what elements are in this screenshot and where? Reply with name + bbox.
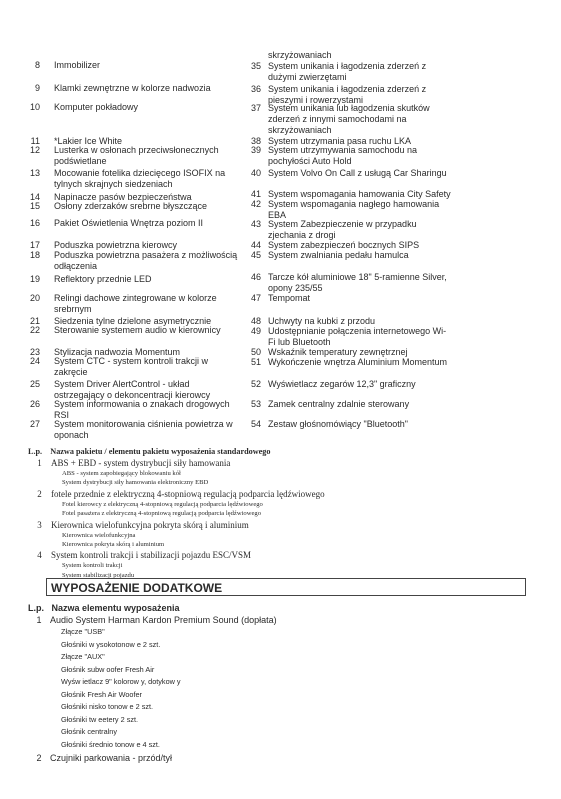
item-number: 37 xyxy=(250,103,261,113)
item-text-line: System zwalniania pedału hamulca xyxy=(268,250,409,260)
item-text-line: EBA xyxy=(268,210,287,220)
package-item-1 xyxy=(28,458,325,488)
item-text-line: zderzeń z innymi samochodami na xyxy=(268,114,407,124)
extra-equipment-list xyxy=(28,615,528,764)
item-text-line: podświetlane xyxy=(54,156,107,166)
package-subitem: Fotel kierowcy z elektryczną 4-stopniową regulacją podparcia lędźwiowego xyxy=(62,500,263,508)
package-subitem: System kontroli trakcji xyxy=(62,562,123,570)
item-number: 50 xyxy=(250,347,261,357)
item-text-line: System zabezpieczeń bocznych SIPS xyxy=(268,240,420,250)
package-subitem: Kierownica pokryta skórą i aluminium xyxy=(62,541,165,549)
item-text-line: Zamek centralny zdalnie sterowany xyxy=(268,399,410,409)
item-text-line: Sterowanie systemem audio w kierownicy xyxy=(54,325,221,335)
package-item-3 xyxy=(28,520,325,550)
item-number: 51 xyxy=(250,357,261,367)
item-text-line: Napinacze pasów bezpieczeństwa xyxy=(54,192,192,202)
extra-table-header xyxy=(28,603,180,613)
item-number: 45 xyxy=(250,250,261,260)
package-number: 3 xyxy=(37,519,42,530)
item-text-line: System wspomagania hamowania City Safety xyxy=(268,189,451,199)
item-text-line: pieszymi i rowerzystami xyxy=(268,95,364,105)
item-number: 13 xyxy=(29,168,40,178)
item-number: 49 xyxy=(250,326,261,336)
packages-list xyxy=(28,458,325,580)
item-text-line: Pakiet Oświetlenia Wnętrza poziom II xyxy=(54,218,204,228)
item-number: 35 xyxy=(250,61,261,71)
item-text-line: Tarcze kół aluminiowe 18" 5-ramienne Silver, xyxy=(268,272,447,282)
extra-subitem: Głośnik centralny xyxy=(61,727,117,736)
package-subitem: Fotel pasażera z elektryczną 4-stopniową regulacją podparcia lędźwiowego xyxy=(62,510,262,518)
item-text-line: Fi lub Bluetooth xyxy=(268,337,331,347)
package-item-4 xyxy=(28,550,325,580)
item-number: 12 xyxy=(29,145,40,155)
extra-subitem: Głośnik Fresh Air Woofer xyxy=(61,689,142,699)
item-text-line: Wyświetlacz zegarów 12,3" graficzny xyxy=(268,379,416,389)
package-subitem: Kierownica wielofunkcyjna xyxy=(62,531,136,539)
item-number: 8 xyxy=(34,60,40,70)
item-text-line: System Driver AlertControl - układ xyxy=(54,379,190,389)
item-text-line: skrzyżowaniach xyxy=(268,125,332,135)
extra-title-header: Nazwa elementu wyposażenia xyxy=(51,603,180,613)
extra-subitem: Głośnik subw oofer Fresh Air xyxy=(61,664,155,674)
extra-subitem: Głośniki średnio tonow e 4 szt. xyxy=(61,739,160,749)
item-text-line: System unikania i łagodzenia zderzeń z xyxy=(268,84,427,94)
extra-subitem: Wyśw ietlacz 9" kolorow y, dotykow y xyxy=(61,677,181,686)
item-number: 20 xyxy=(29,293,40,303)
item-number: 36 xyxy=(250,84,261,94)
item-number: 18 xyxy=(29,250,40,260)
item-text-line: Wskaźnik temperatury zewnętrznej xyxy=(268,347,408,357)
item-number: 41 xyxy=(250,189,261,199)
item-number: 53 xyxy=(250,399,261,409)
item-text-line: System utrzymywania samochodu na xyxy=(268,145,418,155)
packages-lp-header: L.p. xyxy=(28,447,43,456)
item-text-line: Immobilizer xyxy=(54,60,101,70)
item-number: 47 xyxy=(250,293,261,303)
extra-title: Audio System Harman Kardon Premium Sound (dopłata) xyxy=(50,615,277,625)
item-number: 21 xyxy=(29,316,40,326)
item-number: 38 xyxy=(250,136,261,146)
item-text-line: Siedzenia tylne dzielone asymetrycznie xyxy=(54,316,212,326)
item-text-line: System unikania lub łagodzenia skutków xyxy=(268,103,430,113)
item-text-line: Komputer pokładowy xyxy=(54,102,139,112)
item-number: 25 xyxy=(29,379,40,389)
item-text-line: Poduszka powietrzna kierowcy xyxy=(54,240,178,250)
extra-subitem: Złącze "USB" xyxy=(61,627,105,636)
package-subitem: System stabilizacji pojazdu xyxy=(62,571,135,579)
item-text-line: Relingi dachowe zintegrowane w kolorze xyxy=(54,293,217,303)
item-number: 10 xyxy=(29,102,40,112)
item-number: 42 xyxy=(250,199,261,209)
extra-lp-header: L.p. xyxy=(28,603,44,613)
item-number: 26 xyxy=(29,399,40,409)
item-text-line: System unikania i łagodzenia zderzeń z xyxy=(268,61,427,71)
item-text-line: Poduszka powietrzna pasażera z możliwością xyxy=(54,250,238,260)
package-title: ABS + EBD - system dystrybucji siły hamowania xyxy=(51,458,231,468)
item-text-line: System monitorowania ciśnienia powietrza w xyxy=(54,419,233,429)
extra-subitem: Głośniki tw eetery 2 szt. xyxy=(61,714,139,724)
item-text-line: Osłony zderzaków srebrne błyszczące xyxy=(54,201,208,211)
extra-title: Czujniki parkowania - przód/tył xyxy=(50,753,173,763)
item-number: 17 xyxy=(29,240,40,250)
package-title: Kierownica wielofunkcyjna pokryta skórą i aluminium xyxy=(51,519,249,530)
item-number: 43 xyxy=(250,219,261,229)
extra-subitem: Głośniki w ysokotonow e 2 szt. xyxy=(61,639,161,649)
item-text-line: System Zabezpieczenie w przypadku xyxy=(268,219,417,229)
item-text-line: Tempomat xyxy=(268,293,311,303)
item-text-line: System utrzymania pasa ruchu LKA xyxy=(268,136,412,146)
item-text-line: Reflektory przednie LED xyxy=(54,274,152,284)
item-text-line: tylnych skrajnych siedzeniach xyxy=(54,179,173,189)
item-text-line: System wspomagania nagłego hamowania xyxy=(268,199,440,209)
item-text-line: Udostępnianie połączenia internetowego Wi- xyxy=(268,326,447,336)
item-text-line: zjechania z drogi xyxy=(268,230,336,240)
item-text-line: System informowania o znakach drogowych xyxy=(54,399,230,409)
item-number: 16 xyxy=(29,218,40,228)
item-number: 48 xyxy=(250,316,261,326)
item-number: 27 xyxy=(29,419,40,429)
item-number: 9 xyxy=(34,83,40,93)
package-item-2 xyxy=(28,489,325,519)
item-number: 22 xyxy=(29,325,40,335)
item-text-line: *Lakier Ice White xyxy=(54,136,123,146)
item-text-line: Wykończenie wnętrza Aluminium Momentum xyxy=(268,357,447,367)
item-text-line: Lusterka w osłonach przeciwsłonecznych xyxy=(54,145,219,155)
extra-subitem: Głośniki nisko tonow e 2 szt. xyxy=(61,702,154,711)
item-text-line: opony 235/55 xyxy=(268,283,323,293)
extra-subitem: Złącze "AUX" xyxy=(61,652,105,661)
item-number: 39 xyxy=(250,145,261,155)
item-text-line: Zestaw głośnomówiący "Bluetooth" xyxy=(268,419,408,429)
item-text-line: dużymi zwierzętami xyxy=(268,72,347,82)
item-text-line: oponach xyxy=(54,430,89,440)
item-text-line: RSI xyxy=(54,410,70,420)
extra-number: 1 xyxy=(36,615,42,625)
packages-section xyxy=(28,447,325,580)
extra-item-1 xyxy=(28,615,528,751)
item-text-line: Mocowanie fotelika dziecięcego ISOFIX na xyxy=(54,168,226,178)
item-number: 46 xyxy=(250,272,261,282)
item-number: 15 xyxy=(29,201,40,211)
item-number: 23 xyxy=(29,347,40,357)
item-number: 14 xyxy=(29,192,40,202)
item-number: 44 xyxy=(250,240,261,250)
package-subitem: System dystrybucji siły hamowania elektroniczny EBD xyxy=(62,479,209,487)
item-text-line: pochyłości Auto Hold xyxy=(268,156,352,166)
item-text-line: Klamki zewnętrzne w kolorze nadwozia xyxy=(54,83,211,93)
item-text-line: Stylizacja nadwozia Momentum xyxy=(54,347,181,357)
item-number: 24 xyxy=(29,356,40,366)
item-text-line: srebrnym xyxy=(54,304,92,314)
item-number: 54 xyxy=(250,419,261,429)
item-text-line: odłączenia xyxy=(54,261,98,271)
item-text-line: System CTC - system kontroli trakcji w xyxy=(54,356,209,366)
extra-number: 2 xyxy=(36,753,42,763)
item-number: 52 xyxy=(250,379,261,389)
item-number: 40 xyxy=(250,168,261,178)
extra-equipment-heading: WYPOSAŻENIE DODATKOWE xyxy=(46,578,526,596)
item-text-line: Uchwyty na kubki z przodu xyxy=(268,316,376,326)
package-number: 2 xyxy=(37,488,42,499)
item-number: 19 xyxy=(29,274,40,284)
item-text-line: zakręcie xyxy=(54,367,88,377)
package-title: System kontroli trakcji i stabilizacji pojazdu ESC/VSM xyxy=(51,550,251,561)
item-number: 11 xyxy=(30,136,40,146)
continued-text: skrzyżowaniach xyxy=(268,50,332,60)
packages-title-header: Nazwa pakietu / elementu pakietu wyposażenia standardowego xyxy=(50,447,271,456)
item-text-line: ostrzegający o dekoncentracji kierowcy xyxy=(54,390,211,400)
package-title: fotele przednie z elektryczną 4-stopniową regulacją podparcia lędźwiowego xyxy=(51,488,325,499)
package-number: 1 xyxy=(37,458,42,468)
item-text-line: System Volvo On Call z usługą Car Sharingu xyxy=(268,168,447,178)
package-number: 4 xyxy=(37,550,42,561)
package-subitem: ABS - system zapobiegający blokowaniu kół xyxy=(62,470,181,477)
extra-item-2 xyxy=(28,753,528,764)
